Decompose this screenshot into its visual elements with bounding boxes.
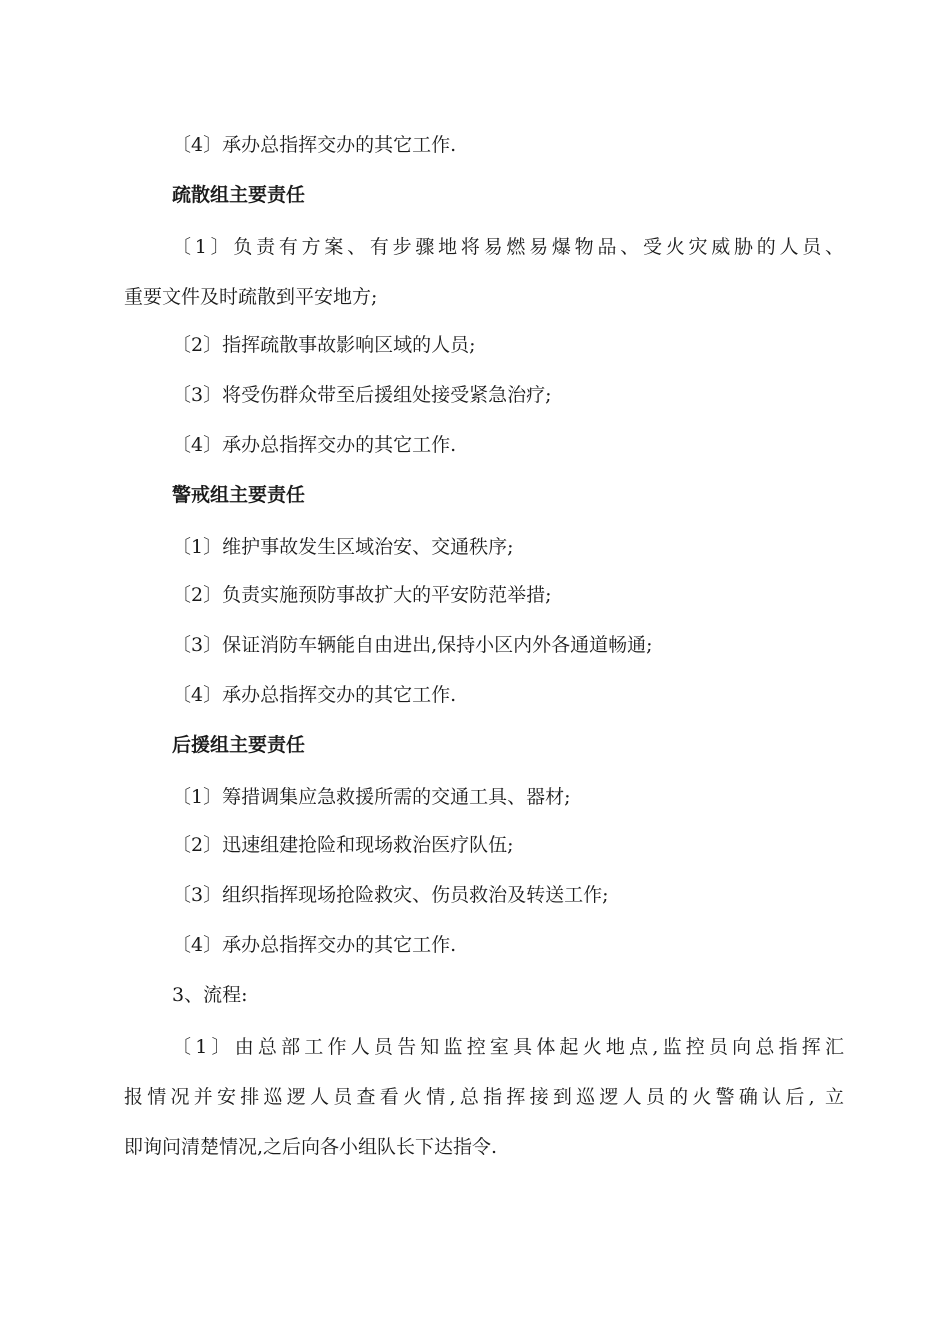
paragraph-line: 〔3〕保证消防车辆能自由进出,保持小区内外各通道畅通; (172, 634, 653, 656)
paragraph-line: 〔4〕承办总指挥交办的其它工作. (172, 684, 457, 706)
paragraph-line: 〔3〕组织指挥现场抢险救灾、伤员救治及转送工作; (172, 884, 609, 906)
paragraph-line: 〔4〕承办总指挥交办的其它工作. (172, 434, 457, 456)
paragraph-line: 〔2〕负责实施预防事故扩大的平安防范举措; (172, 584, 552, 606)
paragraph-line: 报情况并安排巡逻人员查看火情,总指挥接到巡逻人员的火警确认后, 立 (124, 1086, 844, 1108)
paragraph-line: 〔1〕维护事故发生区域治安、交通秩序; (172, 536, 514, 558)
paragraph-line: 3、流程: (172, 984, 248, 1006)
section-heading: 后援组主要责任 (172, 734, 306, 756)
paragraph-line: 〔4〕承办总指挥交办的其它工作. (172, 134, 457, 156)
paragraph-line: 〔4〕承办总指挥交办的其它工作. (172, 934, 457, 956)
paragraph-line: 〔1〕负责有方案、有步骤地将易燃易爆物品、受火灾威胁的人员、 (172, 236, 844, 258)
paragraph-line: 〔3〕将受伤群众带至后援组处接受紧急治疗; (172, 384, 552, 406)
paragraph-line: 〔2〕迅速组建抢险和现场救治医疗队伍; (172, 834, 514, 856)
paragraph-line: 〔1〕由总部工作人员告知监控室具体起火地点,监控员向总指挥汇 (172, 1036, 844, 1058)
paragraph-line: 〔1〕筹措调集应急救援所需的交通工具、器材; (172, 786, 571, 808)
section-heading: 警戒组主要责任 (172, 484, 306, 506)
section-heading: 疏散组主要责任 (172, 184, 306, 206)
paragraph-line: 即询问清楚情况,之后向各小组队长下达指令. (124, 1136, 498, 1158)
paragraph-line: 重要文件及时疏散到平安地方; (124, 286, 378, 308)
paragraph-line: 〔2〕指挥疏散事故影响区域的人员; (172, 334, 476, 356)
